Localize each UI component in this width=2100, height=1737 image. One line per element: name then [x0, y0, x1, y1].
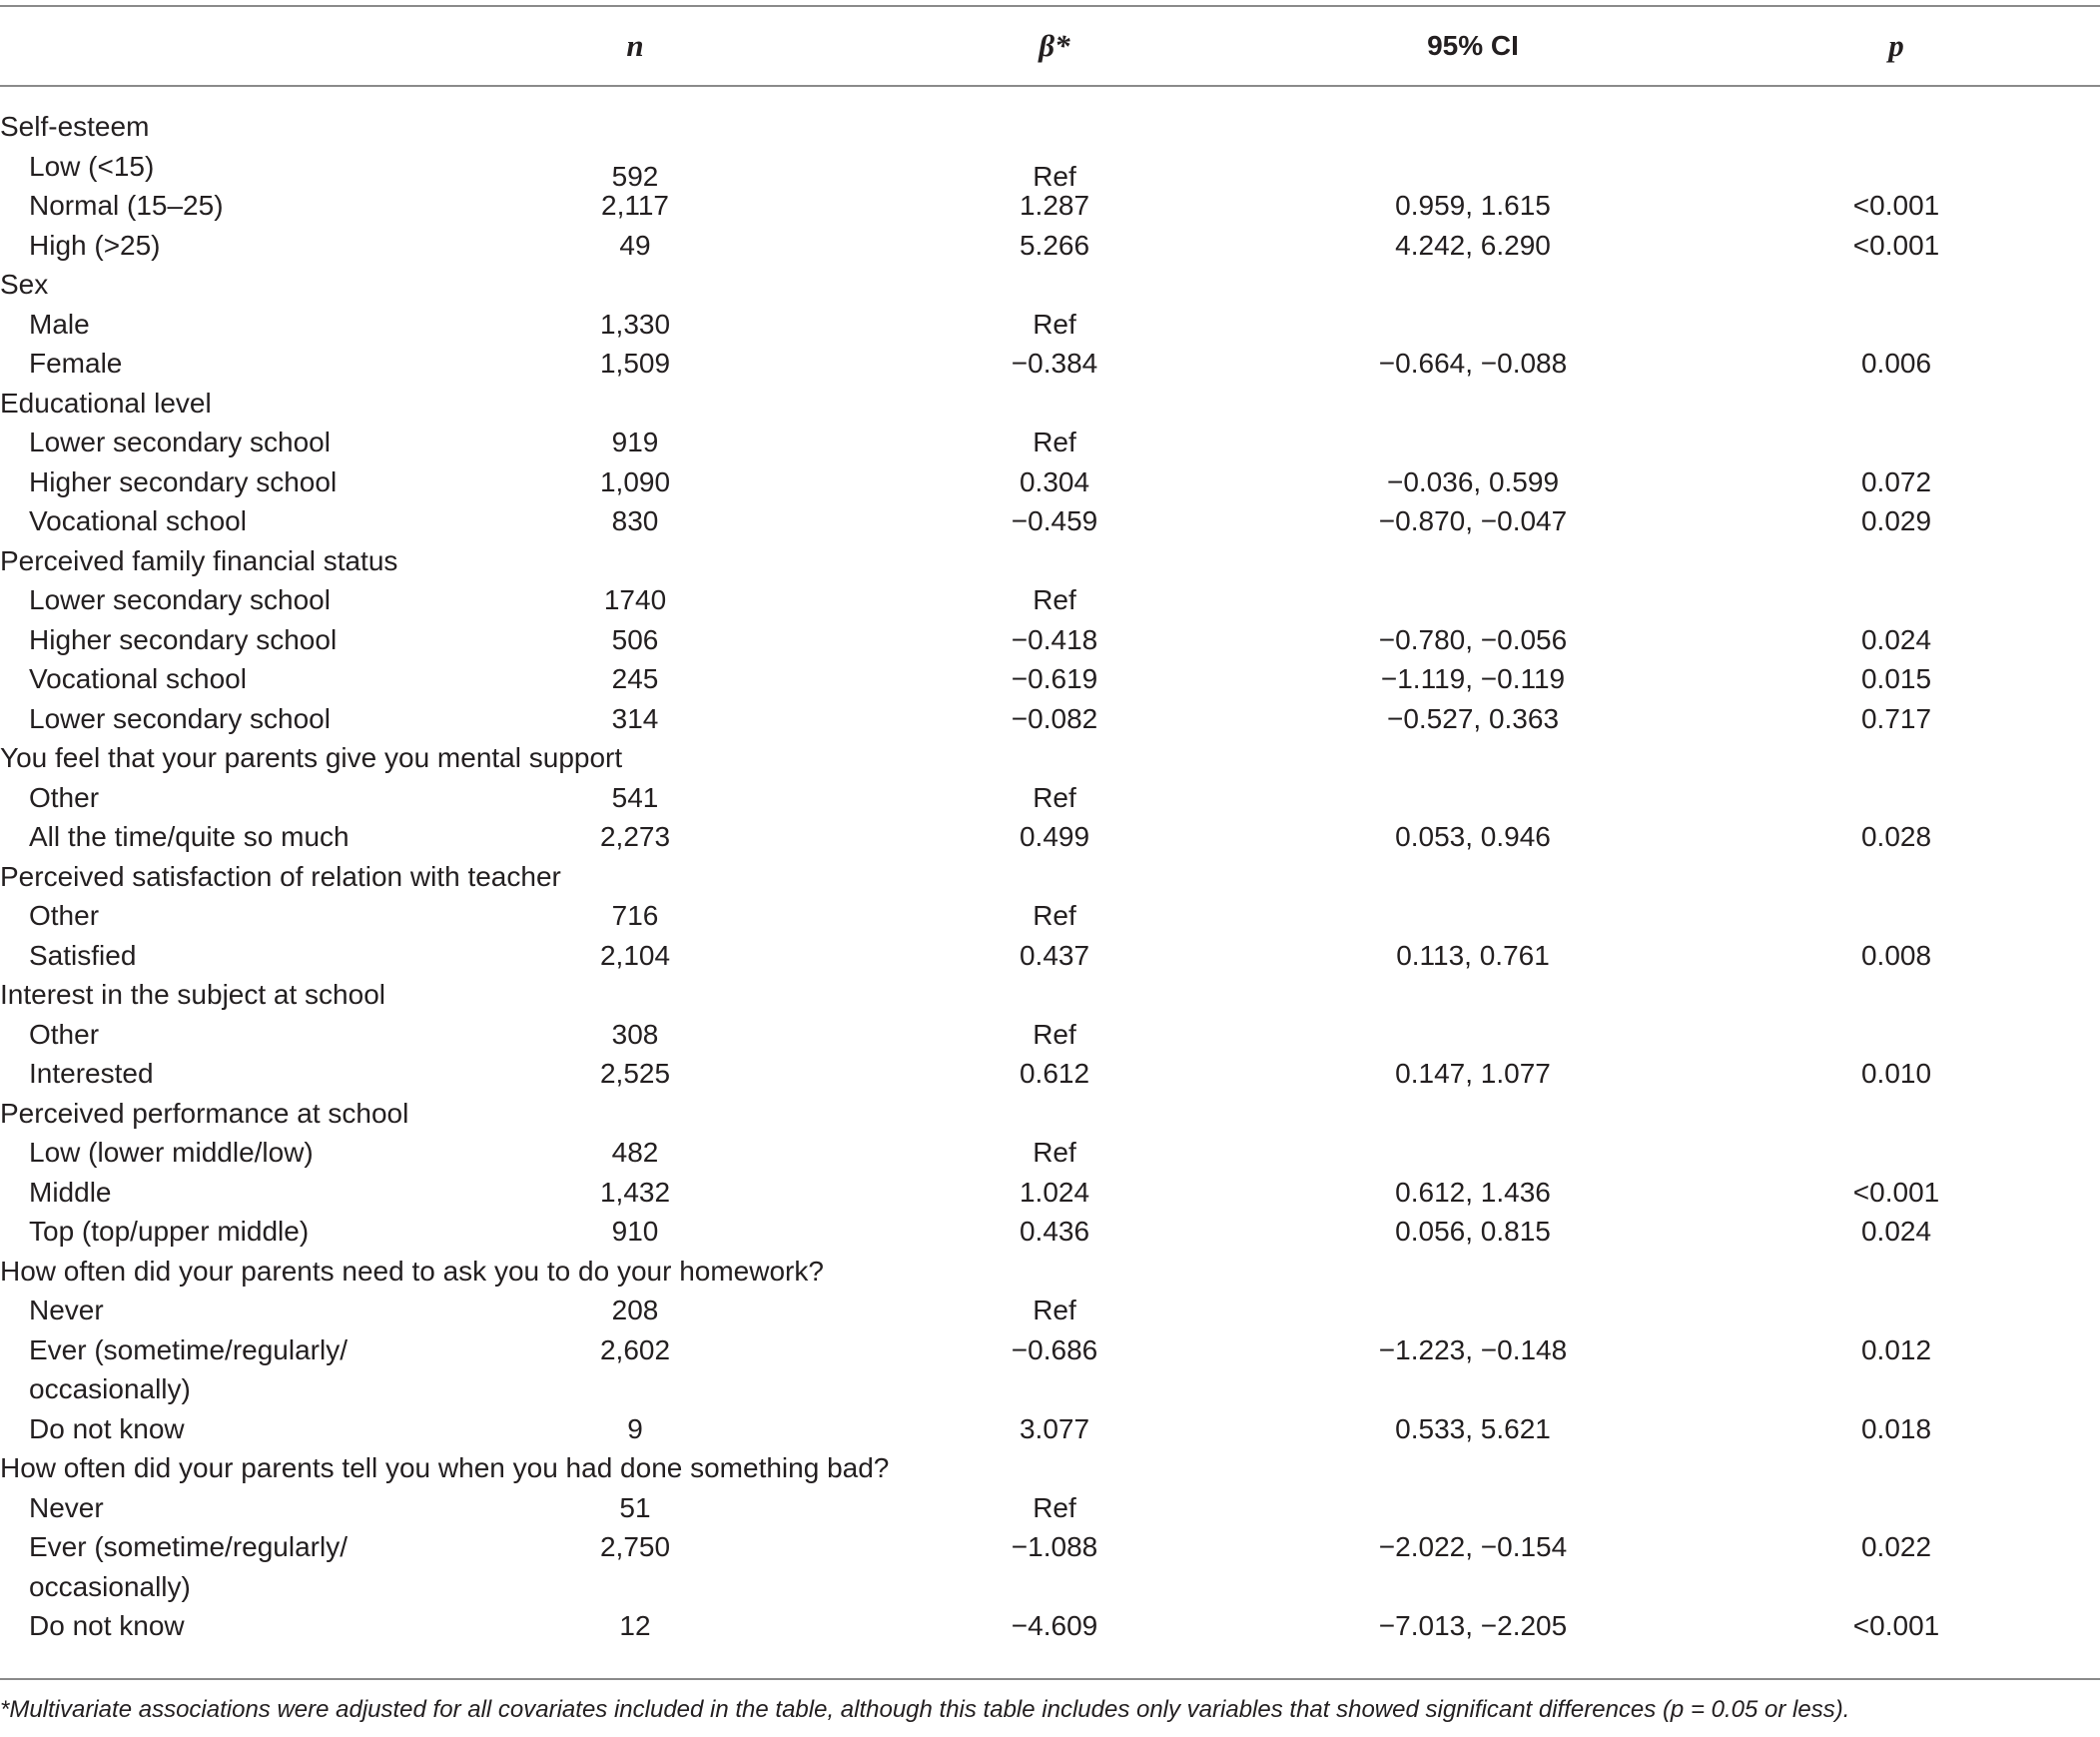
cell-p: <0.001 — [1852, 190, 1940, 221]
cell-beta: Ref — [1033, 427, 1076, 457]
cell-n: 1740 — [603, 584, 667, 615]
cell-beta: −0.459 — [1011, 505, 1098, 536]
cell-n: 9 — [627, 1412, 643, 1444]
cell-n: 830 — [611, 505, 659, 536]
row-label: All the time/quite so much — [29, 821, 350, 852]
cell-beta: Ref — [1033, 584, 1076, 615]
cell-beta: −1.088 — [1011, 1531, 1098, 1562]
cell-beta: −0.686 — [1011, 1333, 1098, 1365]
cell-ci: 0.053, 0.946 — [1395, 821, 1551, 852]
header-beta: β* — [1039, 28, 1070, 63]
table-row — [0, 1527, 2100, 1606]
table-row — [0, 305, 2100, 345]
cell-beta: Ref — [1033, 160, 1076, 192]
table-row — [0, 186, 2100, 226]
cell-beta: −0.418 — [1011, 623, 1098, 655]
cell-beta: Ref — [1033, 781, 1076, 813]
table-row — [0, 1409, 2100, 1449]
cell-beta: 0.436 — [1019, 1216, 1090, 1247]
group-title-row — [0, 107, 2100, 147]
cell-ci: −0.780, −0.056 — [1378, 623, 1568, 655]
row-label: Top (top/upper middle) — [29, 1216, 310, 1247]
cell-beta: 0.612 — [1019, 1058, 1090, 1089]
cell-beta: −0.384 — [1011, 348, 1098, 379]
group-title-row — [0, 857, 2100, 897]
group-title: Sex — [0, 269, 49, 300]
cell-ci: 0.147, 1.077 — [1395, 1058, 1551, 1089]
row-label: Interested — [29, 1058, 154, 1089]
cell-p: 0.012 — [1860, 1333, 1932, 1365]
row-label: Higher secondary school — [29, 465, 338, 497]
cell-n: 12 — [619, 1610, 651, 1641]
cell-beta: Ref — [1033, 900, 1076, 931]
row-label: Do not know — [29, 1610, 185, 1641]
table-row — [0, 423, 2100, 462]
cell-p: 0.072 — [1860, 465, 1932, 497]
row-label: Middle — [29, 1176, 112, 1208]
row-label: Normal (15–25) — [29, 190, 224, 221]
table-row — [0, 699, 2100, 739]
group-title-row — [0, 384, 2100, 424]
row-label: Ever (sometime/regularly/ occasionally) — [29, 1531, 348, 1602]
row-label: Vocational school — [29, 663, 247, 694]
cell-ci: 0.612, 1.436 — [1395, 1176, 1551, 1208]
group-title: How often did your parents need to ask you to do your homework? — [0, 1255, 824, 1287]
cell-n: 716 — [611, 900, 659, 931]
cell-p: 0.717 — [1860, 702, 1932, 734]
group-title: Perceived satisfaction of relation with teacher — [0, 860, 561, 892]
group-title-row — [0, 265, 2100, 305]
cell-beta: Ref — [1033, 1018, 1076, 1050]
cell-beta: Ref — [1033, 1491, 1076, 1523]
table-row — [0, 1173, 2100, 1213]
row-label: Other — [29, 781, 100, 813]
cell-n: 2,104 — [599, 939, 671, 971]
table-row — [0, 1212, 2100, 1252]
group-title: Self-esteem — [0, 111, 150, 142]
cell-ci: −1.223, −0.148 — [1378, 1333, 1568, 1365]
table-bottom-rule — [0, 1678, 2100, 1680]
cell-n: 49 — [619, 229, 651, 261]
group-title: Interest in the subject at school — [0, 979, 385, 1010]
cell-n: 541 — [611, 781, 659, 813]
cell-ci: 0.959, 1.615 — [1395, 190, 1551, 221]
cell-p: 0.022 — [1860, 1531, 1932, 1562]
table-row — [0, 1291, 2100, 1330]
cell-n: 314 — [611, 702, 659, 734]
cell-n: 2,117 — [601, 190, 669, 221]
cell-beta: −0.082 — [1011, 702, 1098, 734]
group-title-row — [0, 1252, 2100, 1292]
row-label: Other — [29, 900, 100, 931]
cell-n: 506 — [611, 623, 659, 655]
table-row — [0, 620, 2100, 660]
table-row — [0, 501, 2100, 541]
table-row — [0, 1488, 2100, 1528]
cell-ci: −7.013, −2.205 — [1378, 1610, 1568, 1641]
row-label: Low (<15) — [29, 150, 155, 182]
table-row — [0, 778, 2100, 818]
table-row — [0, 817, 2100, 857]
cell-beta: Ref — [1033, 1295, 1076, 1325]
group-title-row — [0, 975, 2100, 1015]
cell-beta: 3.077 — [1019, 1412, 1090, 1444]
group-title: Perceived family financial status — [0, 544, 398, 576]
cell-beta: −0.619 — [1011, 663, 1098, 694]
header-ci: 95% CI — [1427, 30, 1519, 61]
cell-n: 2,525 — [599, 1058, 671, 1089]
cell-beta: Ref — [1033, 1137, 1076, 1168]
table-row — [0, 147, 2100, 192]
cell-ci: 4.242, 6.290 — [1395, 229, 1551, 261]
table-row — [0, 1133, 2100, 1173]
cell-n: 1,509 — [599, 348, 671, 379]
cell-p: 0.018 — [1860, 1412, 1932, 1444]
cell-beta: 0.304 — [1019, 465, 1090, 497]
group-title: Perceived performance at school — [0, 1097, 409, 1129]
cell-beta: 1.287 — [1019, 190, 1090, 221]
row-label: Never — [29, 1491, 104, 1523]
group-title: You feel that your parents give you mental support — [0, 742, 623, 773]
row-label: Low (lower middle/low) — [29, 1137, 314, 1168]
cell-n: 208 — [611, 1295, 659, 1325]
row-label: Do not know — [29, 1412, 185, 1444]
table-row — [0, 1606, 2100, 1646]
table-row — [0, 936, 2100, 976]
cell-p: 0.015 — [1860, 663, 1932, 694]
cell-p: <0.001 — [1852, 1610, 1940, 1641]
cell-beta: 0.437 — [1019, 939, 1090, 971]
group-title-row — [0, 1094, 2100, 1134]
cell-p: 0.028 — [1860, 821, 1932, 852]
cell-n: 919 — [611, 427, 659, 457]
row-label: Ever (sometime/regularly/ occasionally) — [29, 1333, 348, 1404]
cell-p: 0.010 — [1860, 1058, 1932, 1089]
row-label: Male — [29, 308, 90, 340]
cell-n: 1,330 — [599, 308, 671, 340]
cell-ci: 0.533, 5.621 — [1395, 1412, 1551, 1444]
group-title-row — [0, 738, 2100, 778]
cell-p: 0.008 — [1860, 939, 1932, 971]
table-row — [0, 226, 2100, 266]
header-p: p — [1888, 28, 1904, 63]
cell-beta: −4.609 — [1011, 1610, 1098, 1641]
row-label: Vocational school — [29, 505, 247, 536]
row-label: Satisfied — [29, 939, 137, 971]
row-label: High (>25) — [29, 229, 161, 261]
cell-ci: 0.056, 0.815 — [1395, 1216, 1551, 1247]
cell-n: 2,750 — [599, 1531, 671, 1562]
table-footnote: *Multivariate associations were adjusted for all covariates included in the table, although this table includes only variables that showed significant differences (p = 0.05 or less). — [0, 1696, 1850, 1723]
row-label: Higher secondary school — [29, 623, 338, 655]
cell-ci: 0.113, 0.761 — [1396, 939, 1550, 971]
cell-ci: −0.036, 0.599 — [1386, 465, 1560, 497]
cell-n: 245 — [611, 663, 659, 694]
table-row — [0, 344, 2100, 384]
cell-p: 0.006 — [1860, 348, 1932, 379]
row-label: Never — [29, 1295, 104, 1325]
cell-beta: 5.266 — [1019, 229, 1090, 261]
group-title-row — [0, 1448, 2100, 1488]
table-row — [0, 659, 2100, 699]
header-n: n — [626, 28, 644, 63]
cell-n: 308 — [611, 1018, 659, 1050]
cell-n: 2,602 — [599, 1333, 671, 1365]
cell-ci: −0.527, 0.363 — [1386, 702, 1560, 734]
table-header-rule — [0, 85, 2100, 87]
cell-n: 1,090 — [599, 465, 671, 497]
table-row — [0, 1330, 2100, 1409]
cell-n: 1,432 — [599, 1176, 671, 1208]
table-row — [0, 462, 2100, 502]
table-row — [0, 1015, 2100, 1055]
table-row — [0, 896, 2100, 936]
table-header — [0, 6, 2100, 85]
cell-n: 51 — [619, 1491, 651, 1523]
group-title-row — [0, 541, 2100, 581]
table-row — [0, 580, 2100, 620]
row-label: Lower secondary school — [29, 584, 331, 615]
cell-n: 2,273 — [599, 821, 671, 852]
cell-ci: −2.022, −0.154 — [1378, 1531, 1568, 1562]
cell-n: 482 — [611, 1137, 659, 1168]
cell-p: <0.001 — [1852, 229, 1940, 261]
cell-n: 910 — [611, 1216, 659, 1247]
row-label: Lower secondary school — [29, 702, 331, 734]
cell-p: 0.029 — [1860, 505, 1932, 536]
row-label: Female — [29, 348, 123, 379]
cell-beta: 0.499 — [1019, 821, 1090, 852]
cell-ci: −0.870, −0.047 — [1378, 505, 1568, 536]
group-title: Educational level — [0, 387, 212, 419]
row-label: Lower secondary school — [29, 427, 331, 457]
row-label: Other — [29, 1018, 100, 1050]
table-row — [0, 1054, 2100, 1094]
cell-beta: Ref — [1033, 308, 1076, 340]
cell-p: <0.001 — [1852, 1176, 1940, 1208]
cell-ci: −0.664, −0.088 — [1378, 348, 1568, 379]
cell-p: 0.024 — [1860, 1216, 1932, 1247]
cell-p: 0.024 — [1860, 623, 1932, 655]
table-body — [0, 107, 2100, 1646]
group-title: How often did your parents tell you when you had done something bad? — [0, 1452, 890, 1483]
cell-beta: 1.024 — [1019, 1176, 1090, 1208]
cell-ci: −1.119, −0.119 — [1380, 663, 1566, 694]
cell-n: 592 — [611, 160, 659, 192]
